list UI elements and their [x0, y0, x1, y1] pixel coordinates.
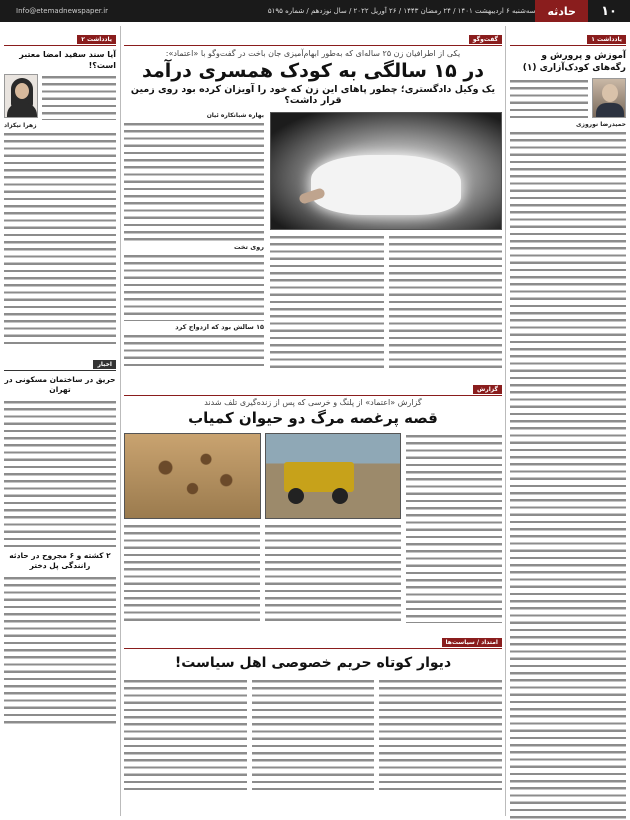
brief-2-title: ۲ کشته و ۶ مجروح در حادثه رانندگی پل دختر [9, 551, 111, 570]
lead-subhead: یک وکیل دادگستری؛ چطور پاهای این زن که خود را آویزان کرده بود روی زمین قرار داشت؟ [130, 84, 496, 106]
lead-byline: بهاره شبانکاره ئیان [206, 112, 264, 119]
author-photo-woman [4, 74, 38, 118]
lead-photo [270, 112, 502, 230]
opinion-tag: امتداد / سیاست‌ها [442, 638, 502, 647]
truck-photo [265, 433, 402, 519]
lead-tag: گفت‌وگو [469, 35, 502, 44]
date-line: سه‌شنبه ۶ اردیبهشت ۱۴۰۱ / ۲۴ رمضان ۱۴۴۳ / ۲۶ آوریل ۲۰۲۲ / سال نوزدهم / شماره ۵۱۹۵ [267, 7, 536, 15]
crosshead-2: ۱۵ سالش بود که ازدواج کرد [175, 323, 264, 331]
masthead-bar [0, 0, 630, 22]
author-name: حمیدرضا نوروزی [575, 121, 626, 128]
left-column-tag: یادداشت ۲ [77, 35, 116, 44]
email-link[interactable]: Info@etemadnewspaper.ir [16, 7, 109, 15]
leopard-photo [124, 433, 261, 519]
lead-headline: در ۱۵ سالگی به کودک همسری درآمد [141, 60, 485, 82]
left-column [4, 26, 116, 816]
report-tag: گزارش [473, 385, 502, 394]
column-title: آموزش و پرورش و رگه‌های کودک‌آزاری (۱) [522, 51, 626, 73]
opinion-headline: دیوار کوتاه حریم خصوصی اهل سیاست! [174, 655, 452, 671]
lead-kicker: یکی از اطرافیان زن ۲۵ ساله‌ای که به‌طور ابهام‌آمیزی جان باخت در گفت‌وگو با «اعتماد»: [165, 49, 461, 58]
page-number: ۱۰ [601, 3, 617, 19]
right-column [510, 26, 626, 816]
brief-1-title: حریق در ساختمان مسکونی در تهران [4, 375, 116, 394]
section-title: حادثه [535, 0, 588, 22]
report-kicker: گزارش «اعتماد» از پلنگ و خرسی که پس از زنده‌گیری تلف شدند [204, 398, 422, 407]
center-area [124, 26, 502, 816]
column-tag: یادداشت ۱ [587, 35, 626, 44]
column-body [510, 130, 626, 820]
masthead-info [0, 7, 535, 15]
left-column-title: آیا سند سفید امضا معتبر است؟! [19, 50, 116, 70]
report-headline: قصه پرغصه مرگ دو حیوان کمیاب [188, 409, 438, 427]
left-author-name: زهرا نیکزاد [4, 122, 37, 129]
brief-tag: اخبار [93, 360, 116, 369]
author-photo [592, 78, 626, 118]
crosshead-1: روی تخت [233, 243, 264, 251]
